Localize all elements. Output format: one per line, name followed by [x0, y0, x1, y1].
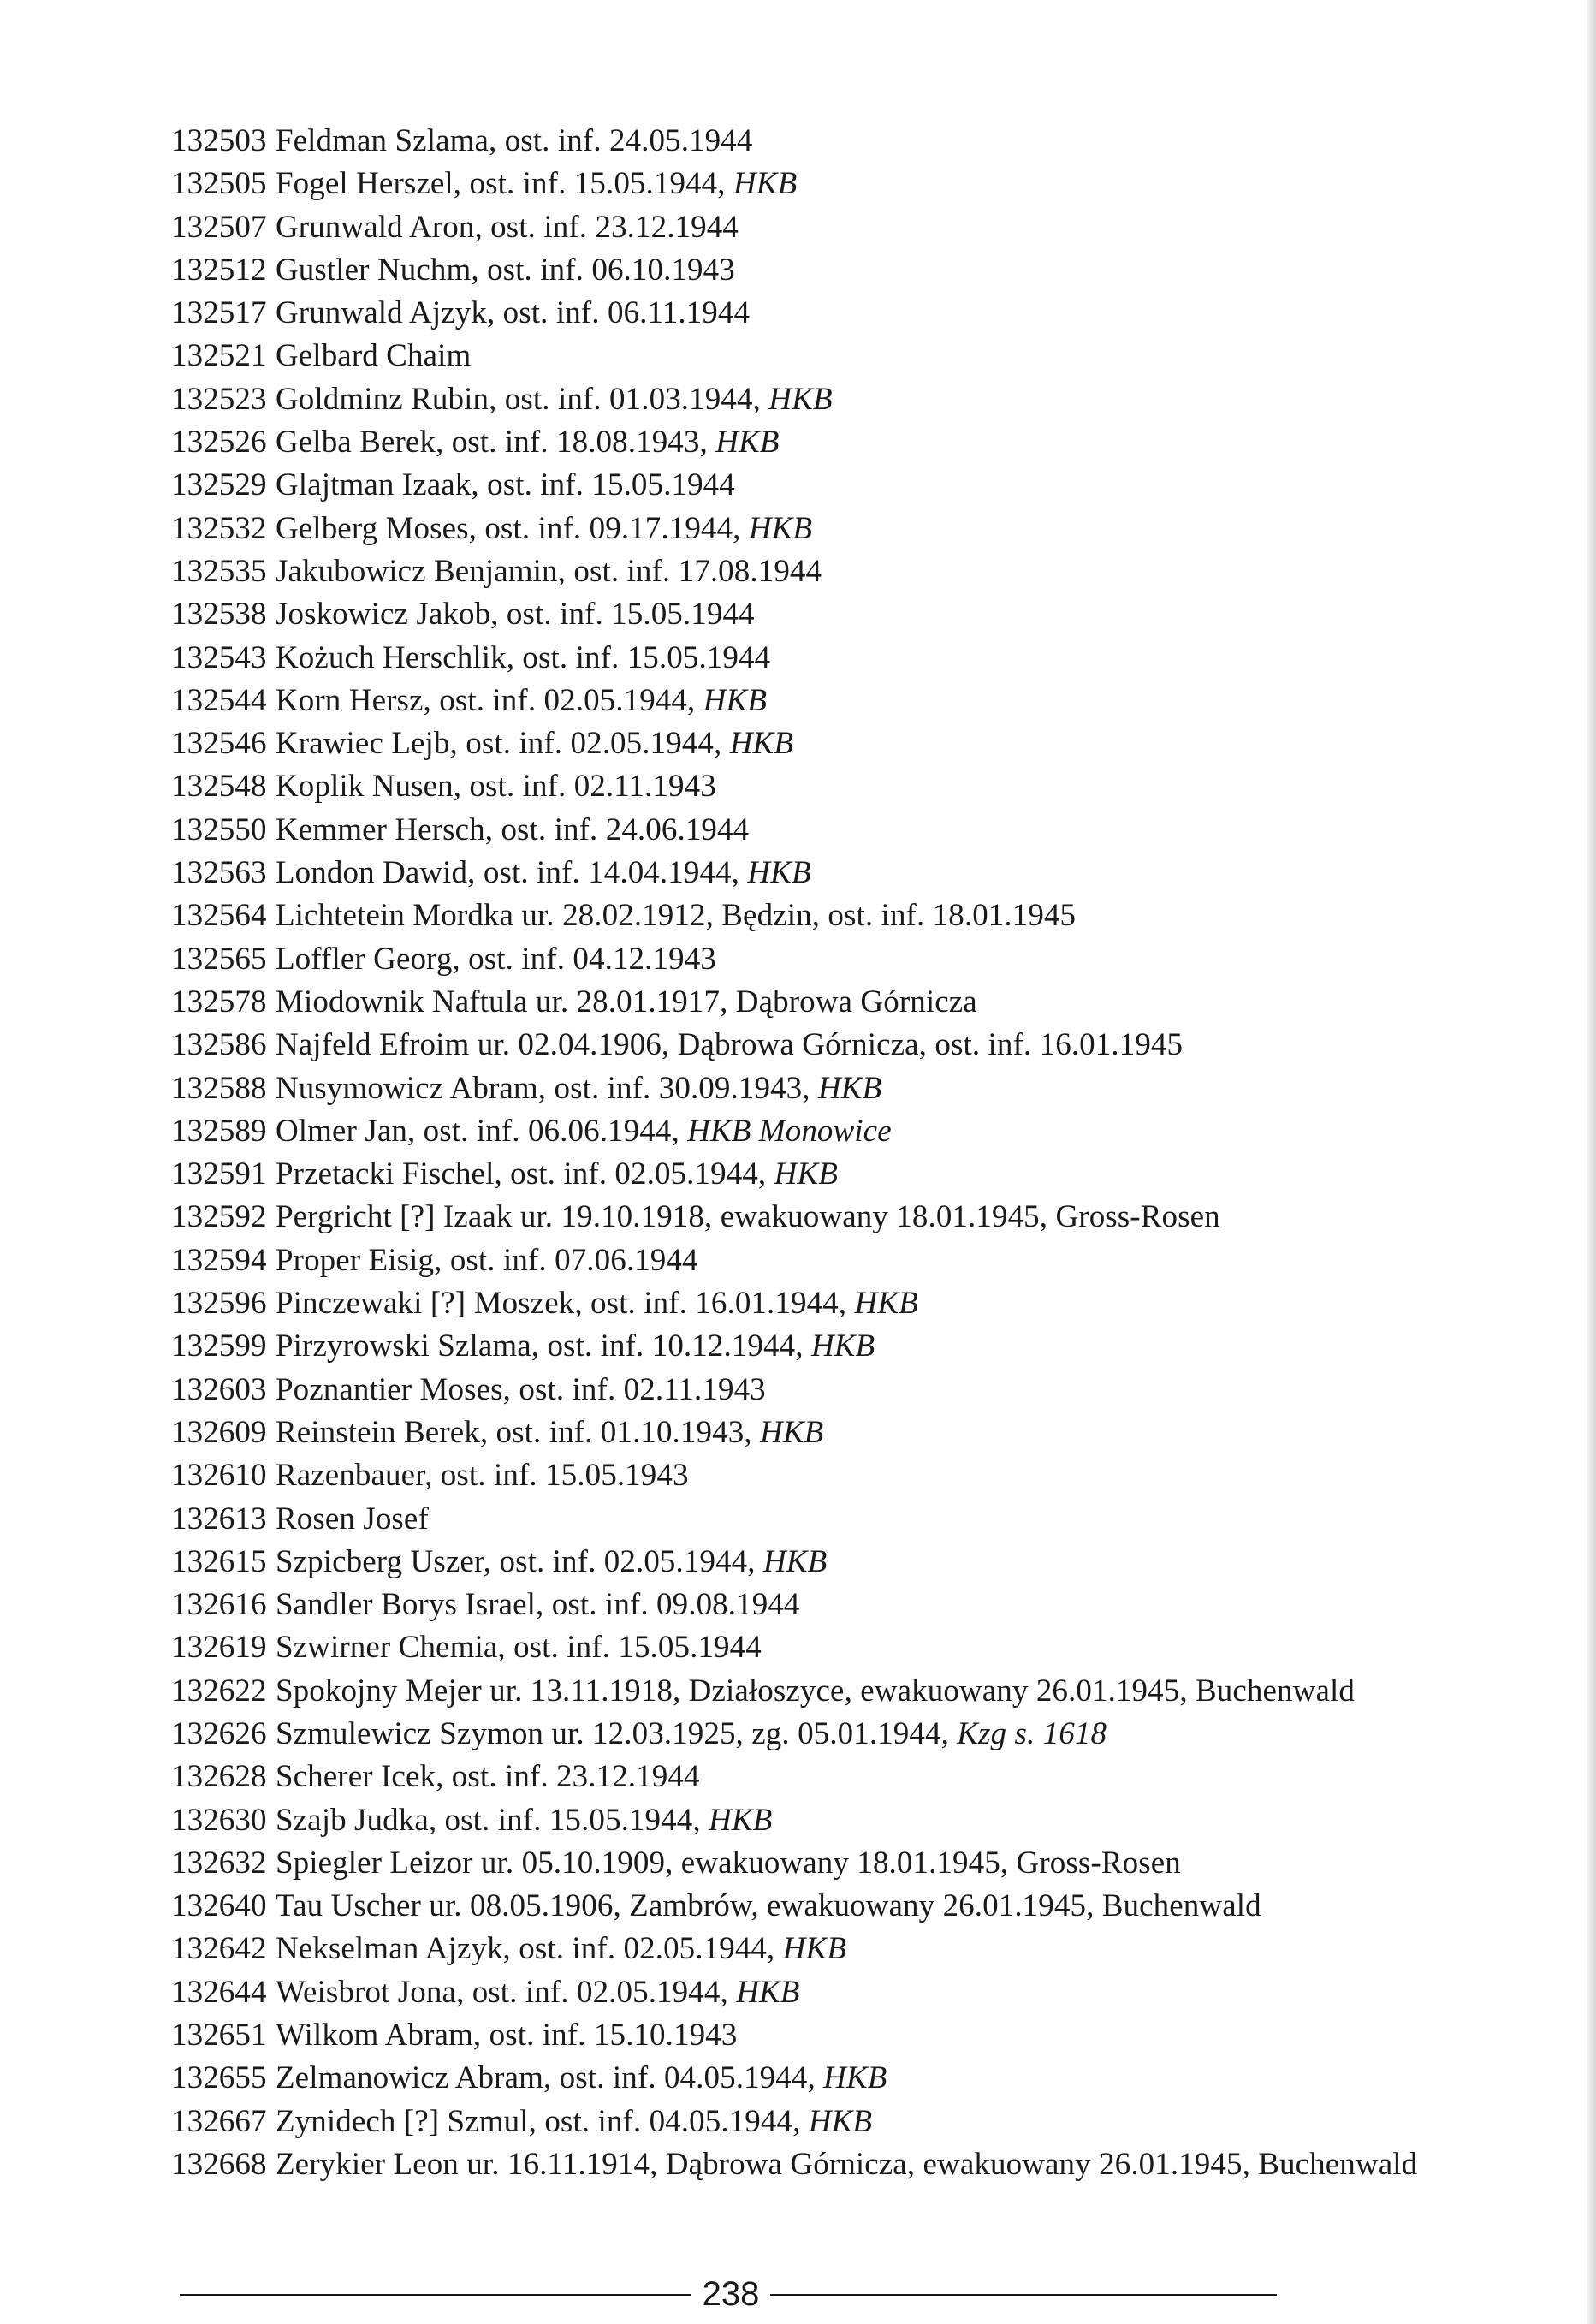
- list-item: [171, 163, 1417, 205]
- entry-text: Glajtman Izaak, ost. inf. 15.05.1944: [275, 467, 735, 503]
- prisoner-number: 132588: [171, 1070, 267, 1106]
- entry-text: Przetacki Fischel, ost. inf. 02.05.1944,: [275, 1156, 774, 1192]
- prisoner-number: 132613: [171, 1501, 267, 1536]
- entry-text: Najfeld Efroim ur. 02.04.1906, Dąbrowa Górnicza, ost. inf. 16.01.1945: [275, 1027, 1184, 1063]
- prisoner-number: 132655: [171, 2060, 267, 2096]
- entry-note: HKB: [817, 1070, 882, 1106]
- entry-note: HKB: [715, 425, 780, 461]
- entry-text: Gelberg Moses, ost. inf. 09.17.1944,: [275, 510, 749, 546]
- list-item: [171, 722, 1417, 765]
- entry-text: Goldminz Rubin, ost. inf. 01.03.1944,: [275, 381, 769, 417]
- list-item: [171, 508, 1417, 550]
- entry-text: Tau Uscher ur. 08.05.1906, Zambrów, ewakuowany 26.01.1945, Buchenwald: [275, 1888, 1261, 1924]
- list-item: [171, 120, 1417, 163]
- prisoner-number: 132538: [171, 597, 267, 633]
- page-number: 238: [702, 2275, 760, 2313]
- list-item: [171, 1325, 1417, 1368]
- entry-text: Zynidech [?] Szmul, ost. inf. 04.05.1944,: [275, 2103, 809, 2139]
- list-item: [171, 1584, 1417, 1626]
- list-item: [171, 249, 1417, 292]
- list-item: [171, 637, 1417, 680]
- prisoner-number: 132546: [171, 726, 267, 762]
- list-item: [171, 1110, 1417, 1153]
- list-item: [171, 1024, 1417, 1067]
- list-item: [171, 206, 1417, 249]
- prisoner-number: 132532: [171, 510, 267, 546]
- entry-note: HKB: [748, 510, 813, 546]
- entry-note: HKB: [808, 2103, 873, 2139]
- list-item: [171, 1756, 1417, 1798]
- entry-note: HKB Monowice: [687, 1113, 892, 1149]
- prisoner-number: 132640: [171, 1888, 267, 1924]
- entry-text: Joskowicz Jakob, ost. inf. 15.05.1944: [275, 597, 755, 633]
- list-item: [171, 1885, 1417, 1928]
- prisoner-number: 132591: [171, 1156, 267, 1192]
- prisoner-number: 132626: [171, 1715, 267, 1751]
- entry-text: Proper Eisig, ost. inf. 07.06.1944: [275, 1242, 698, 1278]
- entry-note: HKB: [774, 1156, 838, 1192]
- prisoner-number: 132586: [171, 1027, 267, 1063]
- page-footer: [180, 2273, 1277, 2315]
- entry-text: Korn Hersz, ost. inf. 02.05.1944,: [275, 682, 703, 718]
- entry-text: Pirzyrowski Szlama, ost. inf. 10.12.1944,: [275, 1328, 811, 1364]
- entry-text: Zerykier Leon ur. 16.11.1914, Dąbrowa Górnicza, ewakuowany 26.01.1945, Buchenwald: [275, 2146, 1418, 2182]
- entry-text: Zelmanowicz Abram, ost. inf. 04.05.1944,: [275, 2060, 824, 2096]
- prisoner-number: 132535: [171, 553, 267, 589]
- footer-rule-right: [770, 2294, 1277, 2296]
- prisoner-number: 132578: [171, 984, 267, 1019]
- entry-text: Scherer Icek, ost. inf. 23.12.1944: [275, 1759, 700, 1795]
- list-item: [171, 1067, 1417, 1110]
- list-item: [171, 1713, 1417, 1756]
- list-item: [171, 335, 1417, 377]
- list-item: [171, 2057, 1417, 2100]
- list-item: [171, 1842, 1417, 1885]
- entry-text: Poznantier Moses, ost. inf. 02.11.1943: [275, 1371, 766, 1407]
- prisoner-number: 132543: [171, 639, 267, 675]
- list-item: [171, 2143, 1417, 2186]
- entry-text: Szwirner Chemia, ost. inf. 15.05.1944: [275, 1630, 762, 1666]
- entry-note: HKB: [729, 726, 794, 762]
- entry-text: London Dawid, ost. inf. 14.04.1944,: [275, 855, 748, 891]
- list-item: [171, 421, 1417, 464]
- prisoner-number: 132505: [171, 166, 267, 202]
- entry-text: Olmer Jan, ost. inf. 06.06.1944,: [275, 1113, 688, 1149]
- prisoner-number: 132667: [171, 2103, 267, 2139]
- entry-note: HKB: [709, 1802, 773, 1838]
- prisoner-number: 132565: [171, 941, 267, 977]
- entry-text: Reinstein Berek, ost. inf. 01.10.1943,: [275, 1414, 761, 1450]
- entry-note: HKB: [762, 1543, 828, 1579]
- prisoner-number: 132603: [171, 1371, 267, 1407]
- prisoner-number: 132630: [171, 1802, 267, 1838]
- prisoner-number: 132610: [171, 1458, 267, 1494]
- entry-note: HKB: [768, 381, 833, 417]
- entry-text: Grunwald Ajzyk, ost. inf. 06.11.1944: [275, 295, 751, 331]
- entry-text: Sandler Borys Israel, ost. inf. 09.08.1944: [275, 1587, 800, 1623]
- entry-text: Szajb Judka, ost. inf. 15.05.1944,: [275, 1802, 709, 1838]
- entry-text: Nekselman Ajzyk, ost. inf. 02.05.1944,: [275, 1931, 783, 1967]
- prisoner-number: 132548: [171, 769, 267, 805]
- list-item: [171, 1454, 1417, 1497]
- list-item: [171, 1541, 1417, 1584]
- list-item: [171, 1971, 1417, 2014]
- entry-text: Weisbrot Jona, ost. inf. 02.05.1944,: [275, 1974, 737, 2010]
- list-item: [171, 1498, 1417, 1541]
- entry-note: HKB: [760, 1414, 824, 1450]
- list-item: [171, 680, 1417, 722]
- prisoner-number: 132596: [171, 1286, 267, 1322]
- entry-text: Pergricht [?] Izaak ur. 19.10.1918, ewakuowany 18.01.1945, Gross-Rosen: [275, 1199, 1220, 1235]
- prisoner-number: 132616: [171, 1587, 267, 1623]
- prisoner-number: 132521: [171, 338, 267, 374]
- entry-note: HKB: [703, 682, 768, 718]
- entry-text: Grunwald Aron, ost. inf. 23.12.1944: [275, 209, 739, 245]
- scan-page-edge: [1587, 0, 1596, 2324]
- entry-text: Spokojny Mejer ur. 13.11.1918, Działoszyce, ewakuowany 26.01.1945, Buchenwald: [275, 1673, 1355, 1709]
- entry-note: Kzg s. 1618: [957, 1715, 1107, 1751]
- entry-text: Kożuch Herschlik, ost. inf. 15.05.1944: [275, 639, 771, 675]
- entry-note: HKB: [736, 1974, 800, 2010]
- list-item: [171, 464, 1417, 507]
- list-item: [171, 765, 1417, 808]
- prisoner-number: 132599: [171, 1328, 267, 1364]
- entry-note: HKB: [823, 2060, 887, 2096]
- prisoner-number: 132517: [171, 295, 267, 331]
- list-item: [171, 895, 1417, 937]
- prisoner-number: 132615: [171, 1543, 267, 1579]
- list-item: [171, 1928, 1417, 1970]
- entry-text: Szpicberg Uszer, ost. inf. 02.05.1944,: [275, 1543, 763, 1579]
- prisoner-number: 132644: [171, 1974, 267, 2010]
- list-item: [171, 852, 1417, 895]
- list-item: [171, 1239, 1417, 1282]
- entry-text: Feldman Szlama, ost. inf. 24.05.1944: [275, 123, 753, 158]
- list-item: [171, 378, 1417, 421]
- prisoner-number: 132550: [171, 811, 267, 847]
- entry-text: Pinczewaki [?] Moszek, ost. inf. 16.01.1944,: [275, 1286, 855, 1322]
- prisoner-number: 132594: [171, 1242, 267, 1278]
- entry-text: Gelbard Chaim: [275, 338, 472, 374]
- prisoner-number: 132651: [171, 2018, 267, 2054]
- list-item: [171, 1626, 1417, 1669]
- list-item: [171, 809, 1417, 852]
- entry-text: Gelba Berek, ost. inf. 18.08.1943,: [275, 425, 716, 461]
- list-item: [171, 1670, 1417, 1713]
- footer-rule-left: [180, 2294, 691, 2296]
- entry-note: HKB: [854, 1286, 918, 1322]
- entry-text: Wilkom Abram, ost. inf. 15.10.1943: [275, 2018, 738, 2054]
- entry-text: Loffler Georg, ost. inf. 04.12.1943: [275, 941, 716, 977]
- entry-note: HKB: [733, 166, 798, 202]
- list-item: [171, 2014, 1417, 2057]
- entry-text: Gustler Nuchm, ost. inf. 06.10.1943: [275, 252, 735, 288]
- prisoner-number: 132589: [171, 1113, 267, 1149]
- prisoner-number: 132619: [171, 1630, 267, 1666]
- prisoner-number: 132564: [171, 898, 267, 934]
- prisoner-number: 132563: [171, 855, 267, 891]
- list-item: [171, 292, 1417, 335]
- entry-text: Spiegler Leizor ur. 05.10.1909, ewakuowany 18.01.1945, Gross-Rosen: [275, 1845, 1181, 1881]
- entry-text: Razenbauer, ost. inf. 15.05.1943: [275, 1458, 689, 1494]
- entry-note: HKB: [747, 855, 811, 891]
- prisoner-number: 132512: [171, 252, 267, 288]
- list-item: [171, 938, 1417, 981]
- entry-text: Nusymowicz Abram, ost. inf. 30.09.1943,: [275, 1070, 818, 1106]
- list-item: [171, 550, 1417, 593]
- prisoner-number: 132592: [171, 1199, 267, 1235]
- entry-text: Rosen Josef: [275, 1501, 429, 1536]
- list-item: [171, 593, 1417, 636]
- entry-note: HKB: [810, 1328, 875, 1364]
- prisoner-number: 132507: [171, 209, 267, 245]
- entry-text: Fogel Herszel, ost. inf. 15.05.1944,: [275, 166, 733, 202]
- prisoner-number: 132526: [171, 425, 267, 461]
- entry-text: Lichtetein Mordka ur. 28.02.1912, Będzin, ost. inf. 18.01.1945: [275, 898, 1077, 934]
- list-item: [171, 1282, 1417, 1325]
- list-item: [171, 2101, 1417, 2143]
- entry-text: Miodownik Naftula ur. 28.01.1917, Dąbrowa Górnicza: [275, 984, 977, 1019]
- prisoner-number: 132523: [171, 381, 267, 417]
- prisoner-number: 132668: [171, 2146, 267, 2182]
- list-item: [171, 1412, 1417, 1454]
- prisoner-number: 132622: [171, 1673, 267, 1709]
- prisoner-number: 132632: [171, 1845, 267, 1881]
- prisoner-number: 132628: [171, 1759, 267, 1795]
- entry-text: Koplik Nusen, ost. inf. 02.11.1943: [275, 769, 716, 805]
- list-item: [171, 1799, 1417, 1842]
- prisoner-number: 132642: [171, 1931, 267, 1967]
- prisoner-number: 132503: [171, 123, 267, 158]
- list-item: [171, 1369, 1417, 1412]
- prisoner-number: 132544: [171, 682, 267, 718]
- prisoner-number: 132529: [171, 467, 267, 503]
- entry-text: Kemmer Hersch, ost. inf. 24.06.1944: [275, 811, 750, 847]
- entry-text: Krawiec Lejb, ost. inf. 02.05.1944,: [275, 726, 730, 762]
- entry-text: Jakubowicz Benjamin, ost. inf. 17.08.1944: [275, 553, 822, 589]
- prisoner-number: 132609: [171, 1414, 267, 1450]
- entry-text: Szmulewicz Szymon ur. 12.03.1925, zg. 05.01.1944,: [275, 1715, 958, 1751]
- list-item: [171, 1196, 1417, 1239]
- list-item: [171, 981, 1417, 1024]
- entry-note: HKB: [782, 1931, 847, 1967]
- prisoner-list: [171, 120, 1417, 2186]
- list-item: [171, 1153, 1417, 1196]
